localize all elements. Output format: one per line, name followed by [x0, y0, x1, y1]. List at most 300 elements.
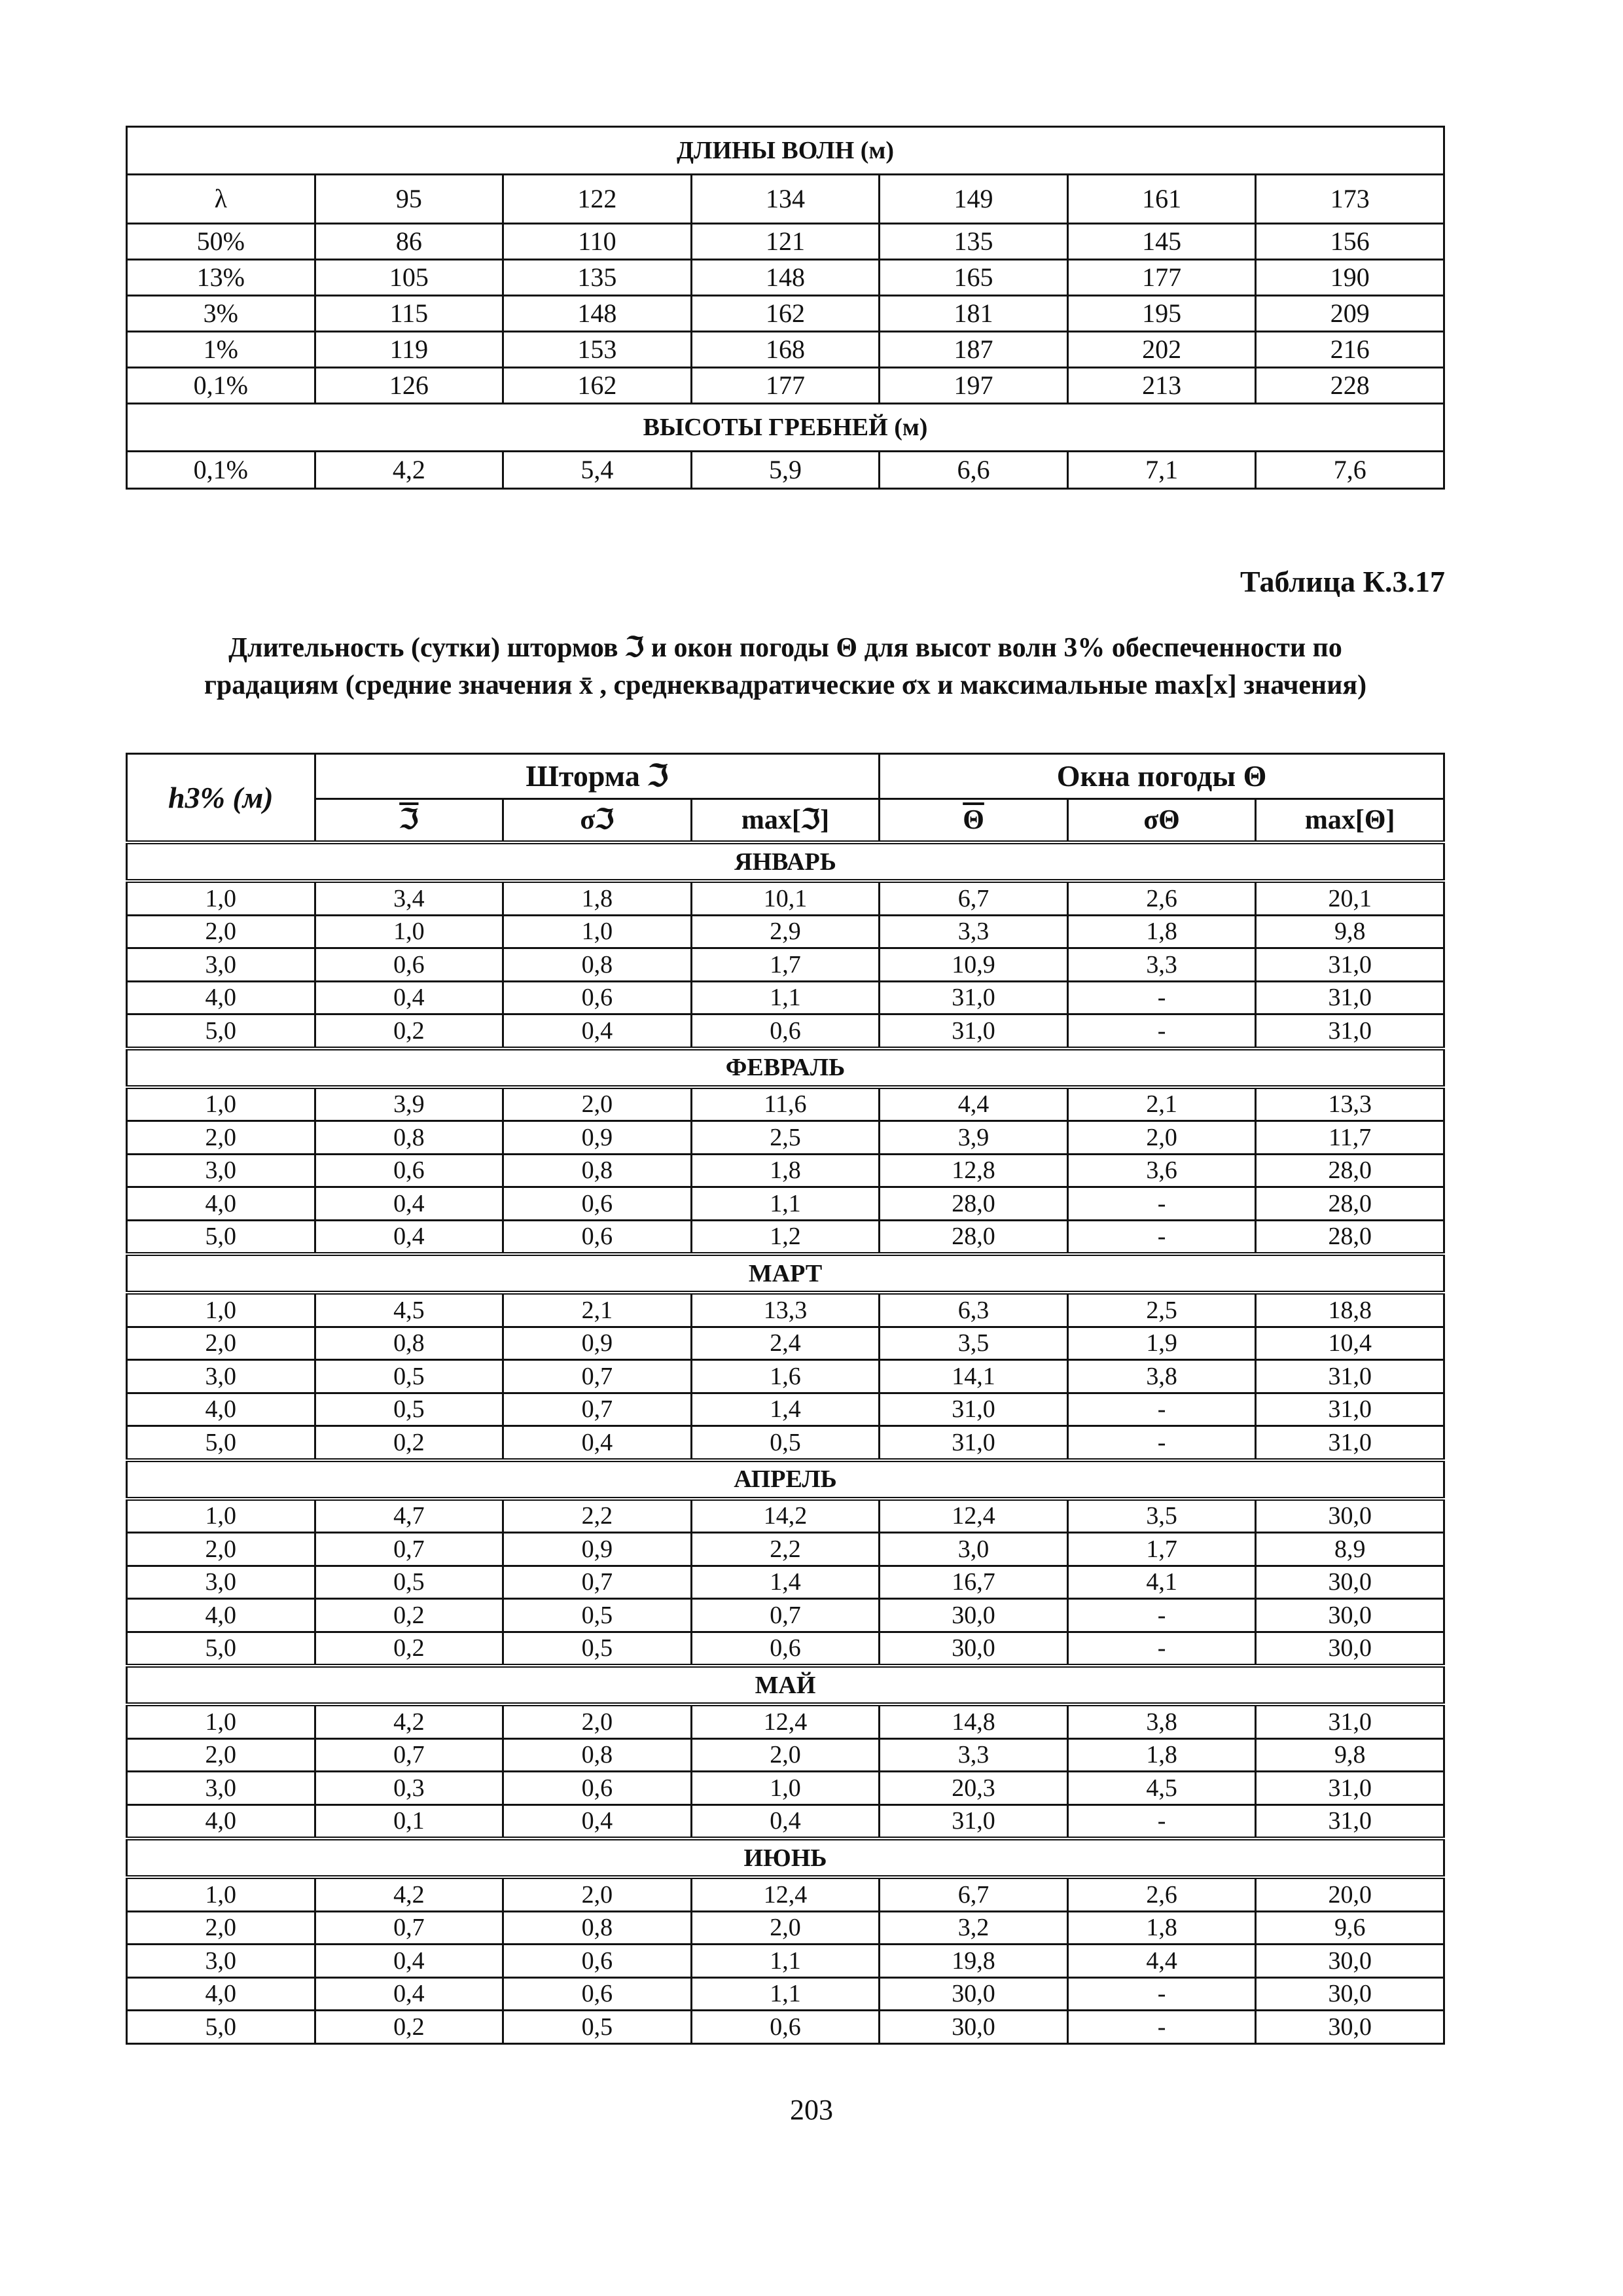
table-row [127, 1327, 1444, 1360]
wave-height-cell: 4,0 [127, 1187, 315, 1221]
crest-row [127, 452, 1444, 489]
table-cell: 2,0 [691, 1738, 880, 1772]
probability-label: 3% [127, 296, 315, 332]
table-cell: 0,6 [691, 1632, 880, 1666]
table-cell: 7,6 [1256, 452, 1444, 489]
table-row [127, 915, 1444, 948]
table-cell: 30,0 [1256, 1945, 1444, 1978]
table-row [127, 1087, 1444, 1121]
table-cell: 86 [315, 224, 503, 260]
table-row [127, 1599, 1444, 1632]
lambda-row [127, 175, 1444, 224]
month-row [127, 1460, 1444, 1499]
table-cell: 1,8 [691, 1154, 880, 1187]
table-cell: 0,4 [315, 1945, 503, 1978]
month-label: МАЙ [127, 1666, 1444, 1704]
table-cell: 177 [691, 368, 880, 404]
table-cell: - [1067, 1632, 1256, 1666]
wave-height-cell: 1,0 [127, 1293, 315, 1327]
table-cell: 19,8 [880, 1945, 1068, 1978]
table-cell: 30,0 [880, 1632, 1068, 1666]
crest-height-title: ВЫСОТЫ ГРЕБНЕЙ (м) [127, 404, 1444, 452]
wave-height-cell: 2,0 [127, 1533, 315, 1566]
table-row [127, 1772, 1444, 1805]
table-cell: - [1067, 1014, 1256, 1049]
table-cell: 1,0 [691, 1772, 880, 1805]
table-cell: 0,4 [503, 1804, 692, 1839]
table-cell: 0,2 [315, 1014, 503, 1049]
table-cell: 31,0 [880, 1804, 1068, 1839]
table-cell: 0,5 [503, 2011, 692, 2044]
table-cell: 0,6 [315, 948, 503, 982]
wave-length-table [126, 126, 1445, 490]
table-cell: 0,4 [315, 1977, 503, 2011]
probability-label: 50% [127, 224, 315, 260]
table-cell: 0,4 [503, 1426, 692, 1460]
wave-height-cell: 4,0 [127, 981, 315, 1014]
table-cell: 0,5 [315, 1360, 503, 1393]
table-cell: 4,5 [1067, 1772, 1256, 1805]
table-cell: - [1067, 1599, 1256, 1632]
table-cell: 3,9 [880, 1121, 1068, 1155]
table-cell: 31,0 [1256, 981, 1444, 1014]
table-cell: 2,6 [1067, 1877, 1256, 1911]
month-label: АПРЕЛЬ [127, 1460, 1444, 1499]
table-cell: 0,6 [503, 1945, 692, 1978]
table-cell: 1,0 [315, 915, 503, 948]
table-row [127, 1911, 1444, 1945]
table-cell: 1,6 [691, 1360, 880, 1393]
header-row-2 [127, 799, 1444, 843]
table-cell: 145 [1067, 224, 1256, 260]
table-cell: - [1067, 1977, 1256, 2011]
table-cell: 30,0 [880, 2011, 1068, 2044]
table-row [127, 1426, 1444, 1460]
table-cell: 7,1 [1067, 452, 1256, 489]
table-cell: 3,8 [1067, 1360, 1256, 1393]
table-cell: 0,8 [315, 1327, 503, 1360]
table-cell: 9,8 [1256, 915, 1444, 948]
caption-line-2: градациям (средние значения x̄ , среднеквадратические σx и максимальные max[x] значения) [204, 670, 1367, 700]
table-cell: 30,0 [1256, 1977, 1444, 2011]
table-cell: - [1067, 1804, 1256, 1839]
table-row [127, 1566, 1444, 1599]
wave-height-cell: 5,0 [127, 1014, 315, 1049]
table-cell: 0,7 [315, 1911, 503, 1945]
wave-height-cell: 1,0 [127, 881, 315, 915]
table-cell: 0,4 [503, 1014, 692, 1049]
table-cell: 2,0 [503, 1704, 692, 1738]
table-cell: 30,0 [880, 1977, 1068, 2011]
table-cell: 0,5 [315, 1393, 503, 1426]
table-cell: - [1067, 1393, 1256, 1426]
wave-height-cell: 3,0 [127, 1772, 315, 1805]
table-cell: 11,7 [1256, 1121, 1444, 1155]
table-cell: 14,8 [880, 1704, 1068, 1738]
wave-height-cell: 1,0 [127, 1499, 315, 1533]
storm-mean-header [315, 799, 503, 843]
wave-height-cell: 1,0 [127, 1087, 315, 1121]
table-cell: 110 [503, 224, 692, 260]
table-cell: 2,0 [503, 1087, 692, 1121]
table-cell: 20,1 [1256, 881, 1444, 915]
lambda-value: 122 [503, 175, 692, 224]
storm-sigma-header: σℑ [503, 799, 692, 843]
lambda-value: 161 [1067, 175, 1256, 224]
wave-height-cell: 4,0 [127, 1804, 315, 1839]
storm-mean-symbol: ℑ [399, 805, 419, 835]
table-cell: 2,1 [503, 1293, 692, 1327]
wave-length-title: ДЛИНЫ ВОЛН (м) [127, 127, 1444, 175]
header-row-1 [127, 754, 1444, 799]
table-cell: 0,5 [315, 1566, 503, 1599]
table-cell: 2,5 [691, 1121, 880, 1155]
table-cell: 30,0 [1256, 1566, 1444, 1599]
table-cell: 28,0 [1256, 1154, 1444, 1187]
table-cell: 4,4 [1067, 1945, 1256, 1978]
table-cell: 6,7 [880, 1877, 1068, 1911]
table-cell: 213 [1067, 368, 1256, 404]
table-cell: 31,0 [880, 1393, 1068, 1426]
table-cell: 0,2 [315, 1632, 503, 1666]
table-cell: 0,6 [503, 1772, 692, 1805]
wave-length-table-body [127, 127, 1444, 489]
table-cell: 9,6 [1256, 1911, 1444, 1945]
table-cell: 0,7 [315, 1533, 503, 1566]
table-cell: 0,7 [315, 1738, 503, 1772]
table-cell: 0,8 [503, 948, 692, 982]
table-cell: 4,2 [315, 1704, 503, 1738]
table-cell: 135 [503, 260, 692, 296]
table-cell: 0,8 [503, 1154, 692, 1187]
table-cell: 2,6 [1067, 881, 1256, 915]
table-cell: 31,0 [1256, 1704, 1444, 1738]
table-cell: 2,0 [691, 1911, 880, 1945]
month-label: ФЕВРАЛЬ [127, 1049, 1444, 1087]
caption-line-1: Длительность (сутки) штормов ℑ и окон погоды Θ для высот волн 3% обеспеченности по [228, 633, 1342, 663]
month-row [127, 1254, 1444, 1293]
table-row [127, 1632, 1444, 1666]
table-cell: 162 [691, 296, 880, 332]
table-cell: 0,6 [503, 1187, 692, 1221]
lambda-value: 95 [315, 175, 503, 224]
table-cell: 5,9 [691, 452, 880, 489]
month-row [127, 842, 1444, 881]
table-cell: 0,6 [503, 1220, 692, 1254]
table-row [127, 1533, 1444, 1566]
table-cell: 31,0 [1256, 948, 1444, 982]
table-cell: 148 [691, 260, 880, 296]
table-cell: 1,7 [691, 948, 880, 982]
table-cell: 31,0 [1256, 1360, 1444, 1393]
table-cell: 0,5 [503, 1599, 692, 1632]
table-cell: 3,4 [315, 881, 503, 915]
table-cell: 12,8 [880, 1154, 1068, 1187]
table-cell: 13,3 [691, 1293, 880, 1327]
wave-height-cell: 4,0 [127, 1599, 315, 1632]
table-row [127, 1293, 1444, 1327]
table-cell: 10,1 [691, 881, 880, 915]
table-cell: 1,4 [691, 1393, 880, 1426]
table-cell: 115 [315, 296, 503, 332]
table-cell: 0,1 [315, 1804, 503, 1839]
table-cell: 31,0 [1256, 1426, 1444, 1460]
table-cell: 2,4 [691, 1327, 880, 1360]
month-label: ЯНВАРЬ [127, 842, 1444, 881]
table-cell: 31,0 [1256, 1772, 1444, 1805]
table-cell: 6,6 [880, 452, 1068, 489]
table-cell: 1,1 [691, 981, 880, 1014]
table-cell: 0,7 [503, 1360, 692, 1393]
table-cell: 3,8 [1067, 1704, 1256, 1738]
table-cell: 105 [315, 260, 503, 296]
table-cell: 0,4 [315, 981, 503, 1014]
window-mean-header [880, 799, 1068, 843]
table-cell: 0,9 [503, 1121, 692, 1155]
table-cell: 16,7 [880, 1566, 1068, 1599]
table-cell: 31,0 [1256, 1804, 1444, 1839]
table-row [127, 1804, 1444, 1839]
table-cell: 2,9 [691, 915, 880, 948]
table-cell: 0,5 [503, 1632, 692, 1666]
month-row [127, 1049, 1444, 1087]
table-cell: 148 [503, 296, 692, 332]
table-cell: 5,4 [503, 452, 692, 489]
table-cell: 31,0 [880, 981, 1068, 1014]
table-cell: 135 [880, 224, 1068, 260]
probability-label: 13% [127, 260, 315, 296]
table-cell: 0,6 [691, 1014, 880, 1049]
table-cell: 3,3 [880, 915, 1068, 948]
table-cell: 3,2 [880, 1911, 1068, 1945]
table-cell: 3,9 [315, 1087, 503, 1121]
probability-label: 0,1% [127, 368, 315, 404]
lambda-value: 134 [691, 175, 880, 224]
table-cell: - [1067, 981, 1256, 1014]
table-cell: 8,9 [1256, 1533, 1444, 1566]
table-cell: 28,0 [880, 1220, 1068, 1254]
table-cell: 2,5 [1067, 1293, 1256, 1327]
table-cell: 1,1 [691, 1977, 880, 2011]
table-cell: 2,0 [1067, 1121, 1256, 1155]
table-cell: 11,6 [691, 1087, 880, 1121]
table-row [127, 948, 1444, 982]
table-cell: 153 [503, 332, 692, 368]
wave-height-cell: 1,0 [127, 1877, 315, 1911]
table-row [127, 1014, 1444, 1049]
table-cell: 3,5 [880, 1327, 1068, 1360]
lambda-symbol: λ [127, 175, 315, 224]
table-cell: 126 [315, 368, 503, 404]
storms-header: Шторма ℑ [315, 754, 880, 799]
table-cell: 1,8 [1067, 915, 1256, 948]
table-cell: 14,1 [880, 1360, 1068, 1393]
wave-height-cell: 2,0 [127, 1327, 315, 1360]
table-row [127, 368, 1444, 404]
table-cell: - [1067, 2011, 1256, 2044]
table-cell: 20,3 [880, 1772, 1068, 1805]
table-cell: 13,3 [1256, 1087, 1444, 1121]
month-label: МАРТ [127, 1254, 1444, 1293]
table-cell: 12,4 [691, 1704, 880, 1738]
table-cell: 3,0 [880, 1533, 1068, 1566]
probability-label: 1% [127, 332, 315, 368]
table-cell: 187 [880, 332, 1068, 368]
table-cell: 18,8 [1256, 1293, 1444, 1327]
table-cell: 3,3 [1067, 948, 1256, 982]
table-cell: 4,2 [315, 452, 503, 489]
table-row [127, 1393, 1444, 1426]
table-cell: 190 [1256, 260, 1444, 296]
wave-height-cell: 4,0 [127, 1393, 315, 1426]
table-cell: - [1067, 1187, 1256, 1221]
weather-windows-header: Окна погоды Θ [880, 754, 1444, 799]
table-number: Таблица К.3.17 [1240, 565, 1445, 598]
table-row [127, 260, 1444, 296]
wave-height-cell: 5,0 [127, 2011, 315, 2044]
table-row [127, 1945, 1444, 1978]
table-cell: 119 [315, 332, 503, 368]
table-cell: 28,0 [1256, 1220, 1444, 1254]
wave-height-cell: 3,0 [127, 1566, 315, 1599]
table-cell: 195 [1067, 296, 1256, 332]
table-cell: 31,0 [1256, 1014, 1444, 1049]
table-cell: 0,6 [315, 1154, 503, 1187]
table-cell: 6,3 [880, 1293, 1068, 1327]
table-cell: 30,0 [1256, 2011, 1444, 2044]
table-cell: 28,0 [1256, 1187, 1444, 1221]
table-cell: 216 [1256, 332, 1444, 368]
table-cell: 168 [691, 332, 880, 368]
wave-height-header: h3% (м) [127, 754, 315, 843]
table-cell: 0,4 [315, 1220, 503, 1254]
table-row [127, 881, 1444, 915]
table-row [127, 1154, 1444, 1187]
table-row [127, 1704, 1444, 1738]
table-cell: 12,4 [880, 1499, 1068, 1533]
window-max-header: max[Θ] [1256, 799, 1444, 843]
wave-height-cell: 1,0 [127, 1704, 315, 1738]
table-cell: 1,4 [691, 1566, 880, 1599]
table-cell: 1,9 [1067, 1327, 1256, 1360]
table-row [127, 1121, 1444, 1155]
table-cell: 0,2 [315, 1426, 503, 1460]
table-cell: 30,0 [880, 1599, 1068, 1632]
table-cell: 0,6 [503, 1977, 692, 2011]
window-mean-symbol: $\overline{\Theta}$ [963, 805, 984, 835]
table-cell: 165 [880, 260, 1068, 296]
table-cell: 0,3 [315, 1772, 503, 1805]
table-cell: 121 [691, 224, 880, 260]
month-row [127, 1666, 1444, 1704]
table-cell: 0,4 [691, 1804, 880, 1839]
table-cell: 10,9 [880, 948, 1068, 982]
table-cell: 1,1 [691, 1187, 880, 1221]
table-cell: 156 [1256, 224, 1444, 260]
table-row [127, 1360, 1444, 1393]
table-cell: 1,8 [503, 881, 692, 915]
table-cell: 6,7 [880, 881, 1068, 915]
storm-table-body [127, 842, 1444, 2043]
wave-height-cell: 5,0 [127, 1220, 315, 1254]
table-cell: 202 [1067, 332, 1256, 368]
table-row [127, 1220, 1444, 1254]
table-caption [126, 630, 1445, 704]
table-cell: 0,8 [503, 1911, 692, 1945]
table-row [127, 1977, 1444, 2011]
table-cell: 4,7 [315, 1499, 503, 1533]
table-cell: 0,6 [691, 2011, 880, 2044]
table-cell: 4,4 [880, 1087, 1068, 1121]
table-cell: 162 [503, 368, 692, 404]
table-cell: 0,9 [503, 1327, 692, 1360]
storm-duration-table [126, 753, 1445, 2045]
table-cell: 2,2 [691, 1533, 880, 1566]
table-cell: 30,0 [1256, 1599, 1444, 1632]
table-cell: 3,3 [880, 1738, 1068, 1772]
table-cell: 228 [1256, 368, 1444, 404]
lambda-value: 173 [1256, 175, 1444, 224]
wave-height-cell: 5,0 [127, 1426, 315, 1460]
crest-title-row [127, 404, 1444, 452]
table-cell: 31,0 [880, 1426, 1068, 1460]
table-cell: 0,5 [691, 1426, 880, 1460]
table-cell: 30,0 [1256, 1499, 1444, 1533]
month-row [127, 1839, 1444, 1877]
table-cell: 4,2 [315, 1877, 503, 1911]
table-cell: 0,7 [503, 1393, 692, 1426]
storm-table-header [127, 754, 1444, 843]
table-cell: 31,0 [880, 1014, 1068, 1049]
table-cell: 1,7 [1067, 1533, 1256, 1566]
table-cell: 0,2 [315, 1599, 503, 1632]
table-cell: 20,0 [1256, 1877, 1444, 1911]
table-cell: 0,8 [503, 1738, 692, 1772]
table-cell: 2,1 [1067, 1087, 1256, 1121]
table-cell: 0,7 [503, 1566, 692, 1599]
table-cell: - [1067, 1220, 1256, 1254]
table-row [127, 981, 1444, 1014]
table-cell: 177 [1067, 260, 1256, 296]
wave-length-title-row [127, 127, 1444, 175]
table-cell: 10,4 [1256, 1327, 1444, 1360]
table-cell: 3,6 [1067, 1154, 1256, 1187]
wave-height-cell: 3,0 [127, 1154, 315, 1187]
window-sigma-header: σΘ [1067, 799, 1256, 843]
month-label: ИЮНЬ [127, 1839, 1444, 1877]
wave-height-cell: 2,0 [127, 1911, 315, 1945]
table-row [127, 296, 1444, 332]
table-cell: 14,2 [691, 1499, 880, 1533]
table-cell: 181 [880, 296, 1068, 332]
page-number: 203 [790, 2094, 833, 2126]
table-cell: 3,5 [1067, 1499, 1256, 1533]
table-row [127, 332, 1444, 368]
wave-height-cell: 3,0 [127, 948, 315, 982]
wave-height-cell: 2,0 [127, 1121, 315, 1155]
table-cell: 0,4 [315, 1187, 503, 1221]
table-row [127, 1499, 1444, 1533]
table-cell: 1,2 [691, 1220, 880, 1254]
storm-max-header: max[ℑ] [691, 799, 880, 843]
table-cell: 9,8 [1256, 1738, 1444, 1772]
wave-height-cell: 5,0 [127, 1632, 315, 1666]
table-cell: 0,7 [691, 1599, 880, 1632]
wave-height-cell: 4,0 [127, 1977, 315, 2011]
table-cell: 0,8 [315, 1121, 503, 1155]
table-cell: 1,8 [1067, 1738, 1256, 1772]
table-cell: 12,4 [691, 1877, 880, 1911]
